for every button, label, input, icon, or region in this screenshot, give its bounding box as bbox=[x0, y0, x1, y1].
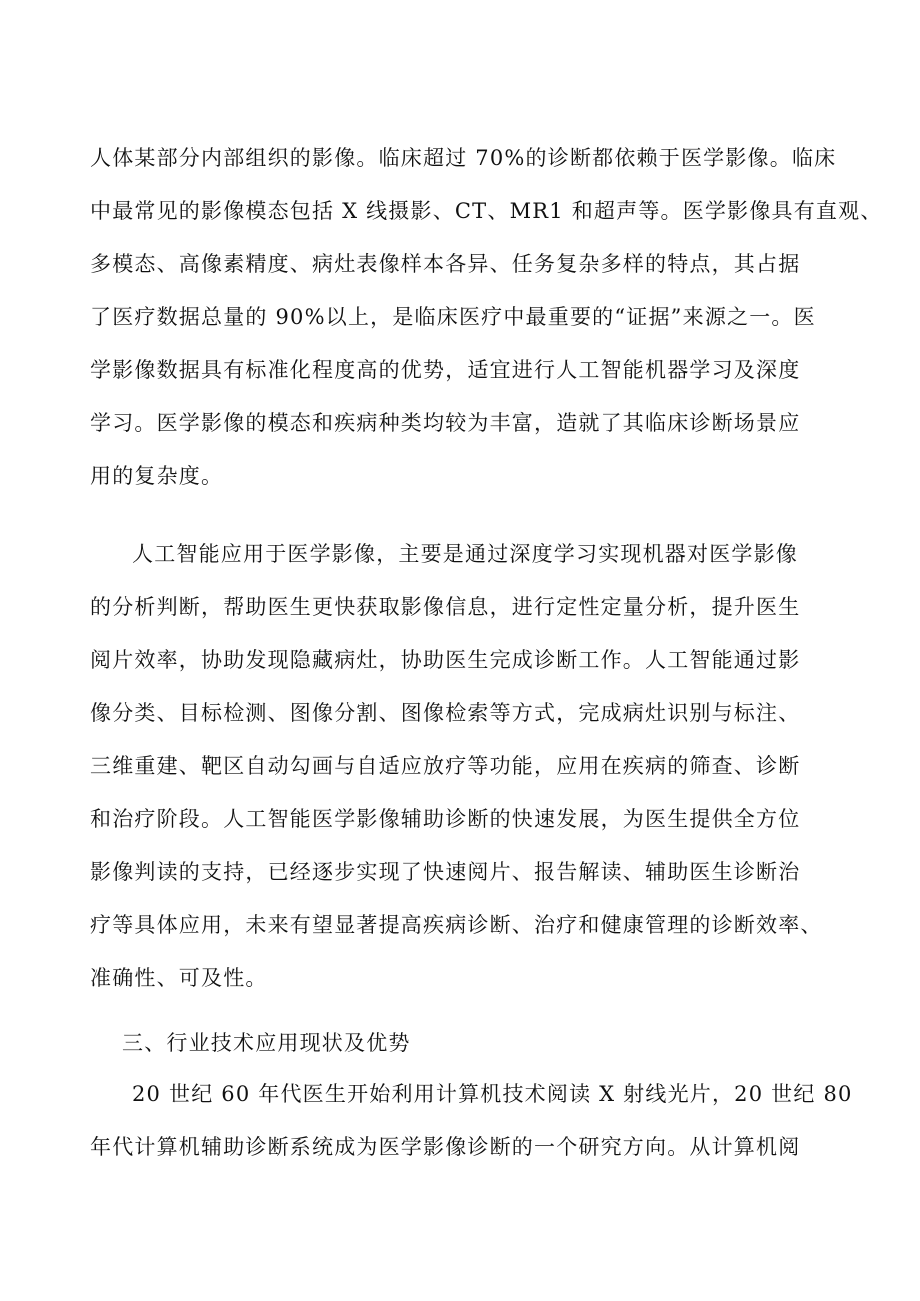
paragraph-line: 人体某部分内部组织的影像。临床超过 70%的诊断都依赖于医学影像。临床 bbox=[90, 146, 837, 170]
paragraph-line: 20 世纪 60 年代医生开始利用计算机技术阅读 X 射线光片，20 世纪 80 bbox=[132, 1082, 853, 1106]
paragraph-line: 影像判读的支持，已经逐步实现了快速阅片、报告解读、辅助医生诊断治 bbox=[90, 860, 801, 884]
paragraph-line: 多模态、高像素精度、病灶表像样本各异、任务复杂多样的特点，其占据 bbox=[90, 252, 801, 276]
paragraph-line: 中最常见的影像模态包括 X 线摄影、CT、MR1 和超声等。医学影像具有直观、 bbox=[90, 199, 883, 223]
paragraph-line: 学习。医学影像的模态和疾病种类均较为丰富，造就了其临床诊断场景应 bbox=[90, 411, 801, 435]
paragraph-line: 年代计算机辅助诊断系统成为医学影像诊断的一个研究方向。从计算机阅 bbox=[90, 1135, 801, 1159]
paragraph-line: 人工智能应用于医学影像，主要是通过深度学习实现机器对医学影像 bbox=[132, 542, 798, 566]
paragraph-line: 疗等具体应用，未来有望显著提高疾病诊断、治疗和健康管理的诊断效率、 bbox=[90, 913, 823, 937]
paragraph-line: 准确性、可及性。 bbox=[90, 966, 268, 990]
paragraph-line: 像分类、目标检测、图像分割、图像检索等方式，完成病灶识别与标注、 bbox=[90, 701, 801, 725]
paragraph-line: 和治疗阶段。人工智能医学影像辅助诊断的快速发展，为医生提供全方位 bbox=[90, 807, 801, 831]
section-heading: 三、行业技术应用现状及优势 bbox=[122, 1031, 411, 1055]
paragraph-line: 阅片效率，协助发现隐藏病灶，协助医生完成诊断工作。人工智能通过影 bbox=[90, 648, 801, 672]
paragraph-line: 三维重建、靶区自动勾画与自适应放疗等功能，应用在疾病的筛查、诊断 bbox=[90, 754, 801, 778]
paragraph-line: 了医疗数据总量的 90%以上，是临床医疗中最重要的“证据”来源之一。医 bbox=[90, 305, 816, 329]
paragraph-line: 用的复杂度。 bbox=[90, 464, 224, 488]
paragraph-line: 学影像数据具有标准化程度高的优势，适宜进行人工智能机器学习及深度 bbox=[90, 358, 801, 382]
paragraph-line: 的分析判断，帮助医生更快获取影像信息，进行定性定量分析，提升医生 bbox=[90, 595, 801, 619]
